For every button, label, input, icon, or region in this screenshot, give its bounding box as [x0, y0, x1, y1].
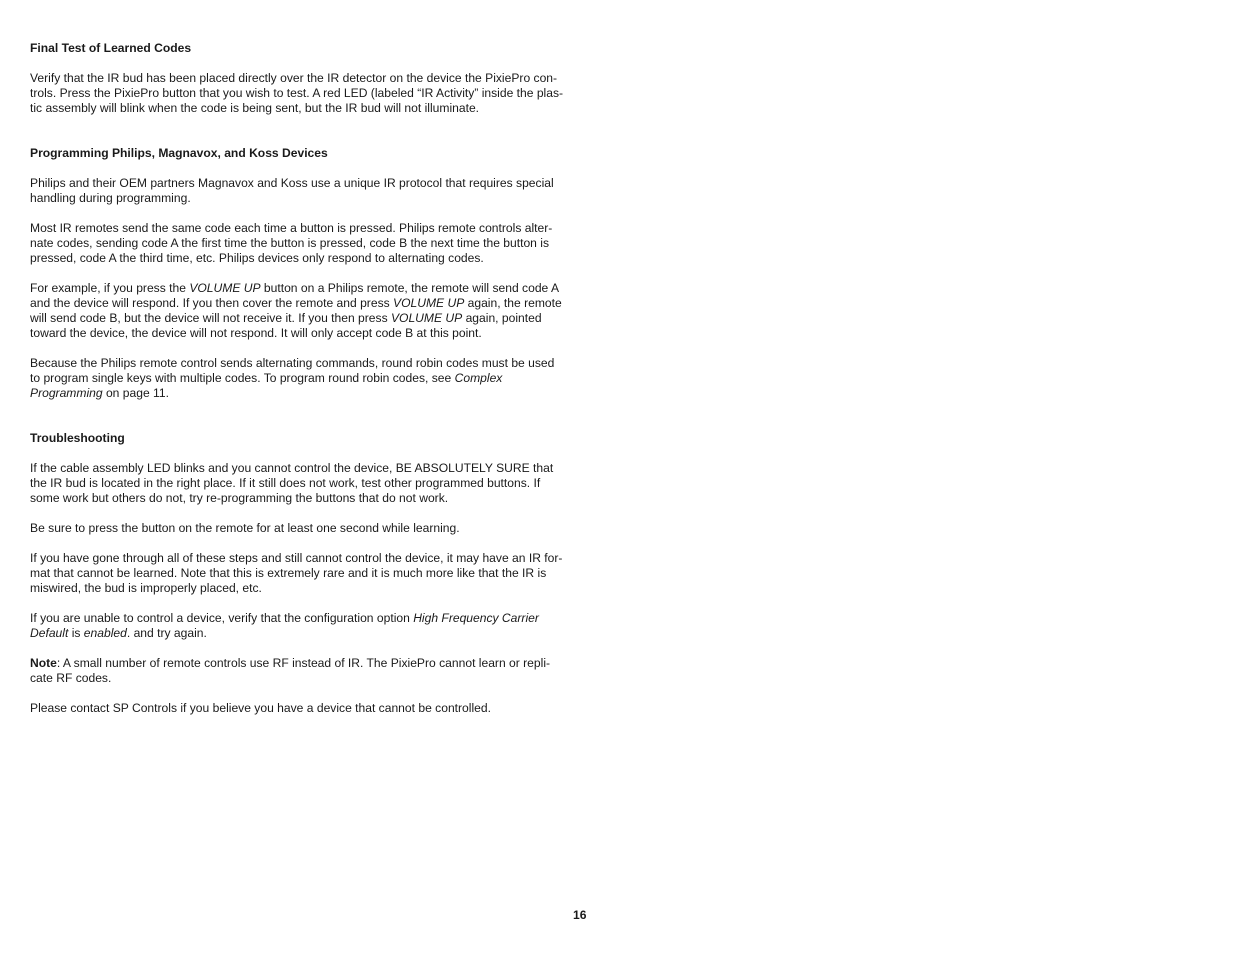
troubleshooting-paragraph-4 [30, 611, 590, 641]
emphasis-default: Default [30, 626, 69, 640]
text-line: handling during programming. [30, 191, 191, 205]
text-line: For example, if you press the VOLUME UP button on a Philips remote, the remote will send code A [30, 281, 560, 295]
emphasis-volume-up: VOLUME UP [390, 311, 463, 325]
emphasis-high-frequency: High Frequency Carrier [413, 611, 539, 625]
text-line: Verify that the IR bud has been placed directly over the IR detector on the device the PixiePro con- [30, 71, 558, 85]
text-line: If you have gone through all of these steps and still cannot control the device, it may have an IR for- [30, 551, 563, 565]
heading-final-test: Final Test of Learned Codes [30, 41, 192, 55]
final-test-paragraph [30, 71, 590, 116]
text-line: tic assembly will blink when the code is being sent, but the IR bud will not illuminate. [30, 101, 480, 115]
text-line: mat that cannot be learned. Note that this is extremely rare and it is much more like that the IR is [30, 566, 547, 580]
text-line: miswired, the bud is improperly placed, etc. [30, 581, 262, 595]
text-line: Most IR remotes send the same code each time a button is pressed. Philips remote controls alter- [30, 221, 553, 235]
philips-paragraph-3 [30, 281, 590, 341]
text-line: Because the Philips remote control sends alternating commands, round robin codes must be used [30, 356, 555, 370]
troubleshooting-note [30, 656, 590, 686]
text-line: Philips and their OEM partners Magnavox and Koss use a unique IR protocol that requires special [30, 176, 554, 190]
text-column [30, 41, 590, 716]
text-line: will send code B, but the device will not receive it. If you then press VOLUME UP again, pointed [30, 311, 542, 325]
emphasis-volume-up: VOLUME UP [393, 296, 465, 310]
text-line: cate RF codes. [30, 671, 112, 685]
troubleshooting-paragraph-6 [30, 701, 590, 716]
page-number: 16 [573, 908, 587, 922]
philips-paragraph-2 [30, 221, 590, 266]
text-line: If you are unable to control a device, verify that the configuration option High Frequency Carrier [30, 611, 539, 625]
philips-paragraph-4 [30, 356, 590, 401]
text-line: Note: A small number of remote controls use RF instead of IR. The PixiePro cannot learn or repli- [30, 656, 551, 670]
text-line: to program single keys with multiple codes. To program round robin codes, see Complex [30, 371, 503, 385]
heading-troubleshooting: Troubleshooting [30, 431, 125, 445]
philips-paragraph-1 [30, 176, 590, 206]
note-label: Note [30, 656, 57, 670]
text-line: toward the device, the device will not respond. It will only accept code B at this point. [30, 326, 482, 340]
text-line: If the cable assembly LED blinks and you cannot control the device, BE ABSOLUTELY SURE that [30, 461, 554, 475]
heading-philips: Programming Philips, Magnavox, and Koss Devices [30, 146, 328, 160]
emphasis-volume-up: VOLUME UP [189, 281, 261, 295]
text-line: and the device will respond. If you then cover the remote and press VOLUME UP again, the remote [30, 296, 562, 310]
troubleshooting-paragraph-1 [30, 461, 590, 506]
troubleshooting-paragraph-3 [30, 551, 590, 596]
text-line: nate codes, sending code A the first time the button is pressed, code B the next time the button is [30, 236, 550, 250]
emphasis-programming: Programming [30, 386, 103, 400]
text-line: some work but others do not, try re-programming the buttons that do not work. [30, 491, 449, 505]
text-line: Default is enabled. and try again. [30, 626, 207, 640]
text-line: pressed, code A the third time, etc. Philips devices only respond to alternating codes. [30, 251, 484, 265]
text-line: Programming on page 11. [30, 386, 169, 400]
text-line: the IR bud is located in the right place. If it still does not work, test other programmed buttons. If [30, 476, 541, 490]
text-line: Please contact SP Controls if you believe you have a device that cannot be controlled. [30, 701, 491, 715]
emphasis-complex: Complex [454, 371, 503, 385]
troubleshooting-paragraph-2 [30, 521, 590, 536]
emphasis-enabled: enabled [83, 626, 127, 640]
text-line: trols. Press the PixiePro button that you wish to test. A red LED (labeled “IR Activity” inside the plas- [30, 86, 564, 100]
text-line: Be sure to press the button on the remote for at least one second while learning. [30, 521, 460, 535]
